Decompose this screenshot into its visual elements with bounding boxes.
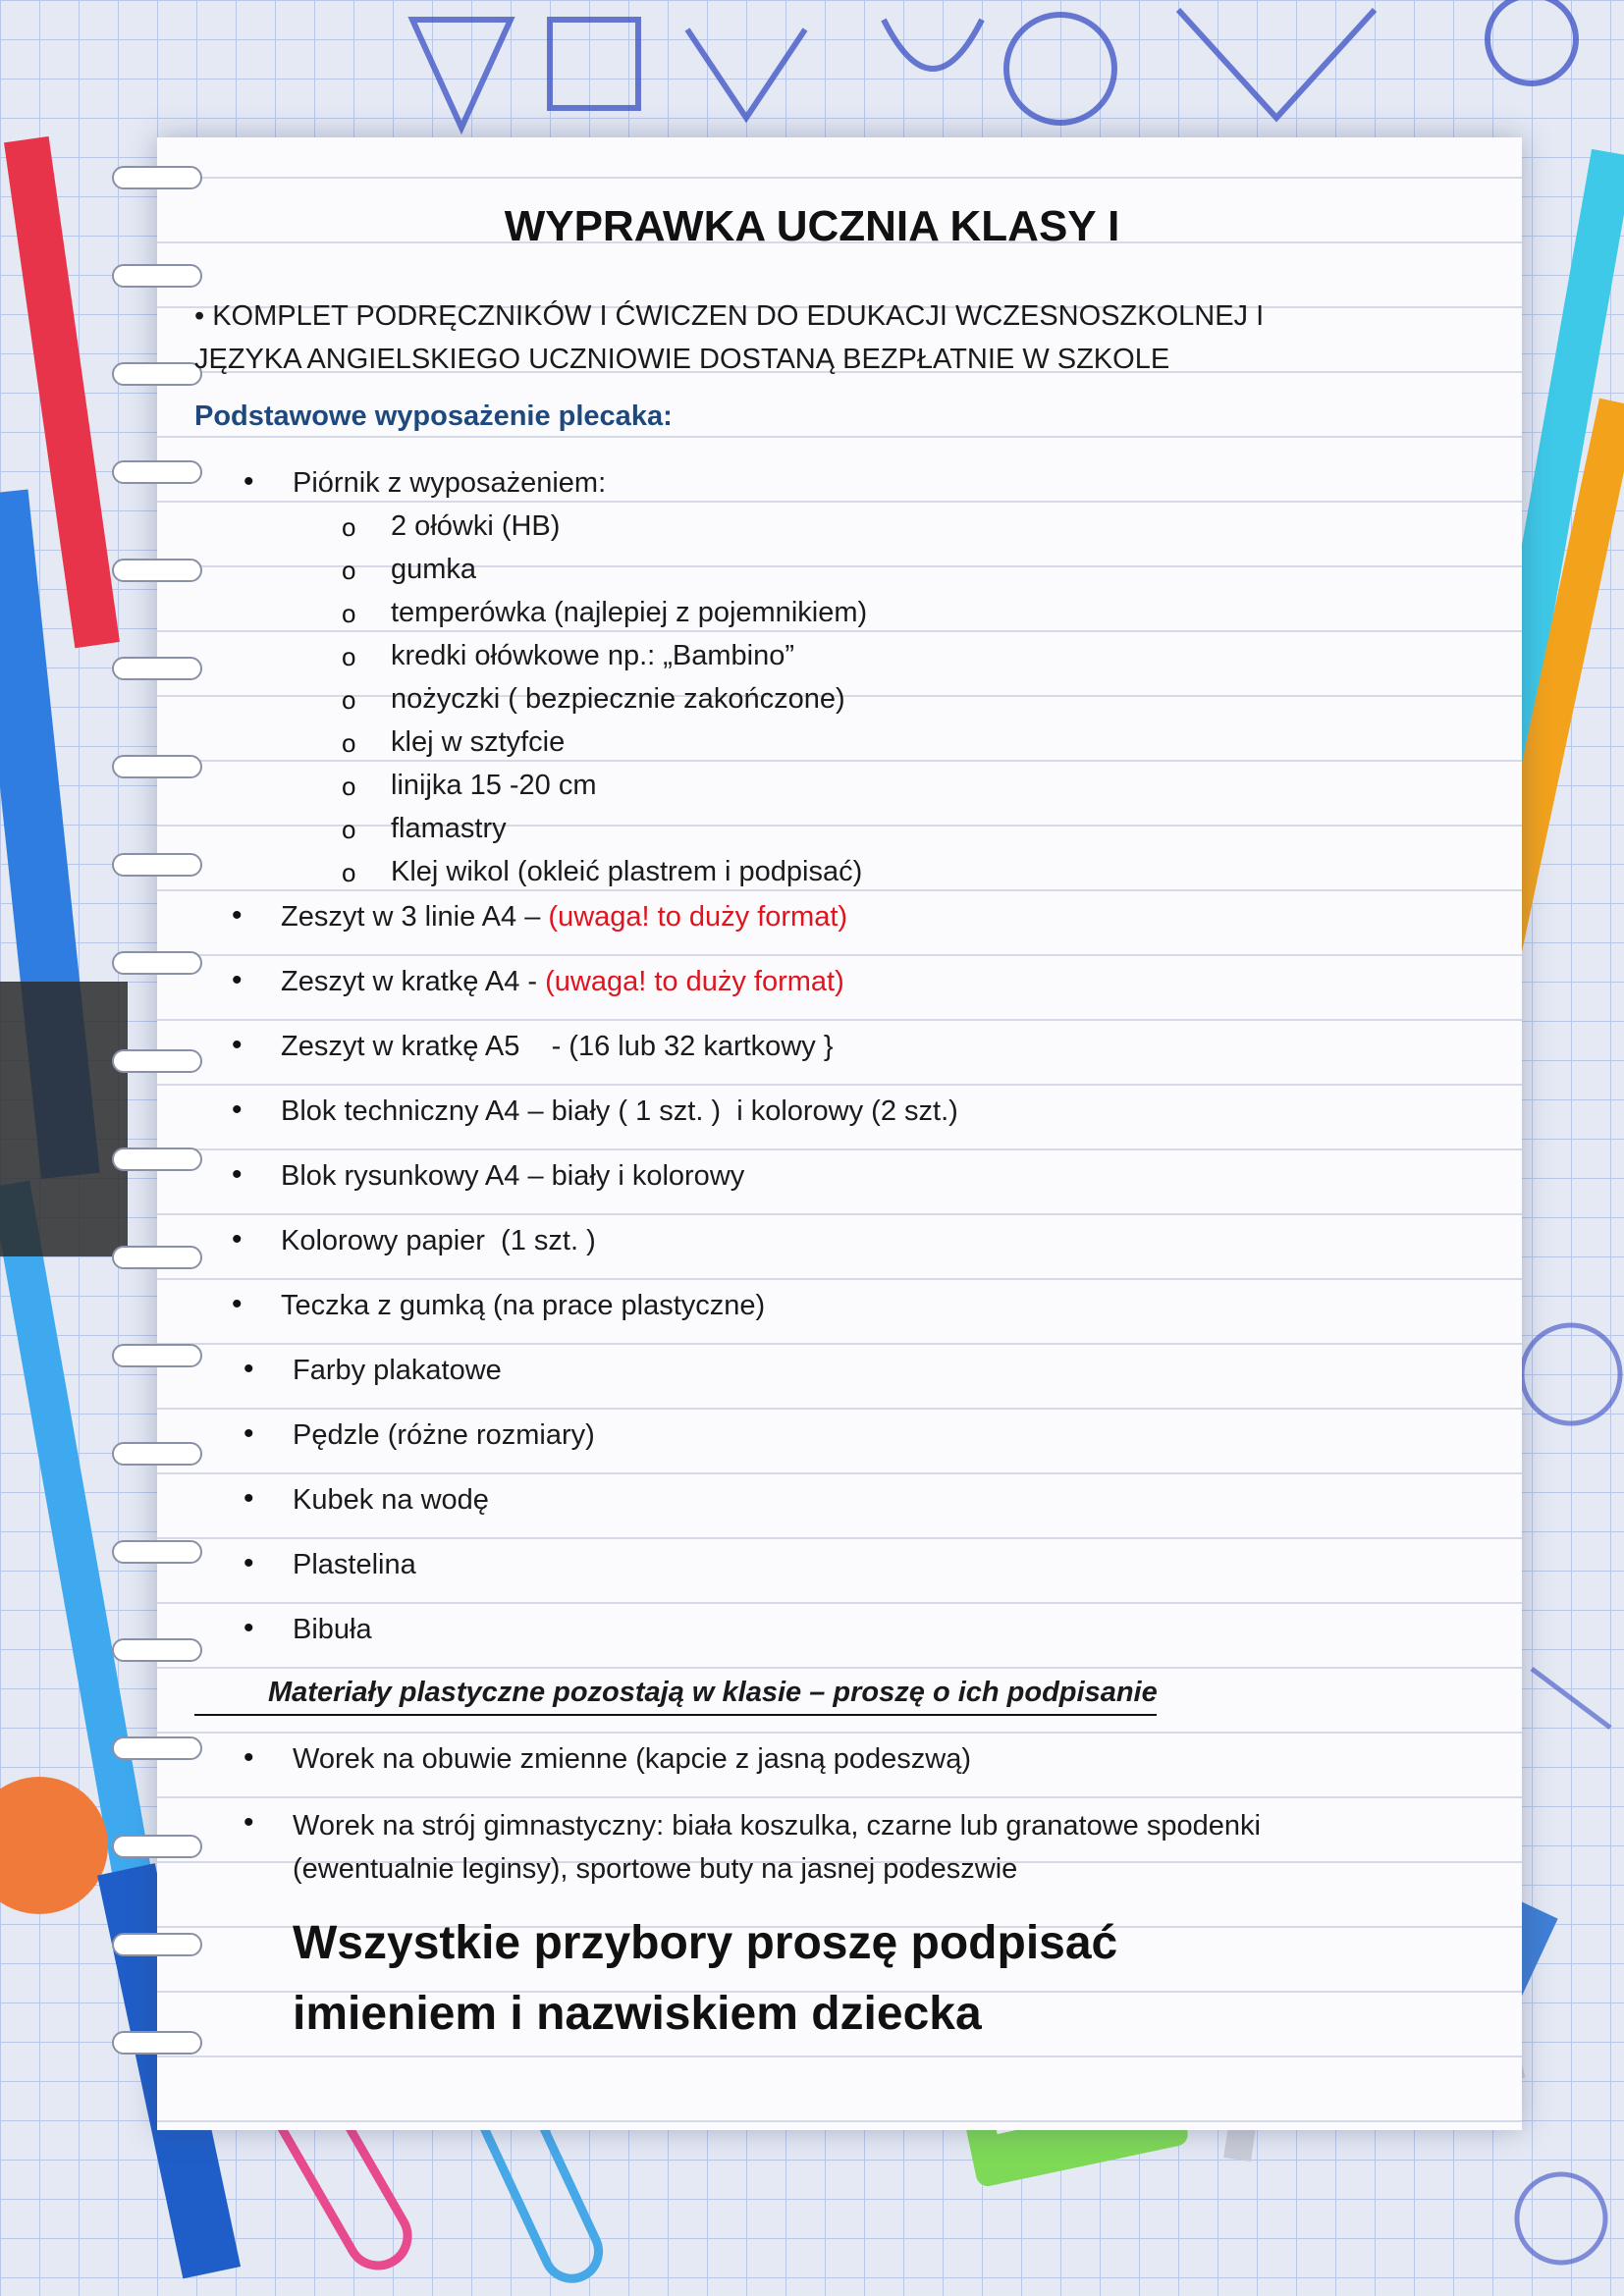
warning-text: (uwaga! to duży format): [545, 966, 844, 997]
list-item: Worek na obuwie zmienne (kapcie z jasną podeszwą): [293, 1743, 971, 1775]
bullet-icon: •: [232, 1223, 243, 1255]
sub-item: flamastry: [391, 813, 507, 844]
list-item: Farby plakatowe: [293, 1355, 502, 1386]
bullet-icon: •: [244, 1612, 254, 1644]
list-item: Blok rysunkowy A4 – biały i kolorowy: [281, 1160, 745, 1192]
list-item: Plastelina: [293, 1549, 416, 1580]
page-title: WYPRAWKA UCZNIA KLASY I: [504, 202, 1120, 250]
sub-item: temperówka (najlepiej z pojemnikiem): [391, 597, 868, 628]
bullet-icon: •: [244, 1482, 254, 1515]
bullet-icon: •: [232, 1029, 243, 1061]
bullet-icon: •: [232, 964, 243, 996]
sub-item: linijka 15 -20 cm: [391, 770, 597, 801]
bullet-icon: •: [244, 1547, 254, 1579]
bullet-icon: •: [232, 1288, 243, 1320]
sub-bullet-icon: o: [342, 685, 356, 715]
bullet-icon: •: [244, 1353, 254, 1385]
bullet-icon: •: [232, 1158, 243, 1191]
list-item-pencil-case: Piórnik z wyposażeniem:: [293, 467, 607, 499]
intro-note: • KOMPLET PODRĘCZNIKÓW I ĆWICZEN DO EDUKACJI WCZESNOSZKOLNEJ I JĘZYKA ANGIELSKIEGO UCZNIOWIE DOSTANĄ BEZPŁATNIE W SZKOLE: [194, 300, 1265, 375]
list-item: Blok techniczny A4 – biały ( 1 szt. ) i kolorowy (2 szt.): [281, 1095, 958, 1127]
sub-item: klej w sztyfcie: [391, 726, 566, 758]
list-item: Worek na strój gimnastyczny: biała koszulka, czarne lub granatowe spodenki (ewentualnie leginsy), sportowe buty na jasnej podeszwie: [293, 1810, 1261, 1885]
sub-item: Klej wikol (okleić plastrem i podpisać): [391, 856, 863, 887]
sub-bullet-icon: o: [342, 556, 356, 585]
list-item: Bibuła: [293, 1614, 372, 1645]
bullet-icon: •: [244, 1417, 254, 1450]
item-text: Zeszyt w 3 linie A4 –: [281, 901, 549, 933]
item-text: Zeszyt w kratkę A4 -: [281, 966, 546, 997]
sub-item: gumka: [391, 554, 477, 585]
list-item: [281, 901, 847, 934]
sub-bullet-icon: o: [342, 599, 356, 628]
list-item: Teczka z gumką (na prace plastyczne): [281, 1290, 766, 1321]
bullet-icon: •: [244, 1741, 254, 1774]
sub-item: 2 ołówki (HB): [391, 510, 561, 542]
list-item: Zeszyt w kratkę A5 - (16 lub 32 kartkowy }: [281, 1031, 834, 1062]
list-item: Kubek na wodę: [293, 1484, 489, 1516]
sub-bullet-icon: o: [342, 728, 356, 758]
section-heading: Podstawowe wyposażenie plecaka:: [194, 400, 673, 432]
final-notice-line-1: Wszystkie przybory proszę podpisać: [293, 1917, 1118, 1969]
sub-bullet-icon: o: [342, 815, 356, 844]
bullet-icon: •: [244, 465, 254, 498]
list-item: Kolorowy papier (1 szt. ): [281, 1225, 596, 1256]
sub-item: nożyczki ( bezpiecznie zakończone): [391, 683, 845, 715]
bullet-icon: •: [232, 1094, 243, 1126]
sub-bullet-icon: o: [342, 772, 356, 801]
bullet-icon: •: [244, 1806, 254, 1839]
sub-bullet-icon: o: [342, 858, 356, 887]
art-materials-note: Materiały plastyczne pozostają w klasie – proszę o ich podpisanie: [194, 1677, 1157, 1716]
bullet-icon: •: [232, 899, 243, 932]
final-notice-line-2: imieniem i nazwiskiem dziecka: [293, 1988, 982, 2040]
sub-bullet-icon: o: [342, 512, 356, 542]
warning-text: (uwaga! to duży format): [548, 901, 848, 933]
list-item: [281, 966, 844, 998]
sub-bullet-icon: o: [342, 642, 356, 671]
list-item: Pędzle (różne rozmiary): [293, 1419, 595, 1451]
sub-item: kredki ołówkowe np.: „Bambino”: [391, 640, 795, 671]
